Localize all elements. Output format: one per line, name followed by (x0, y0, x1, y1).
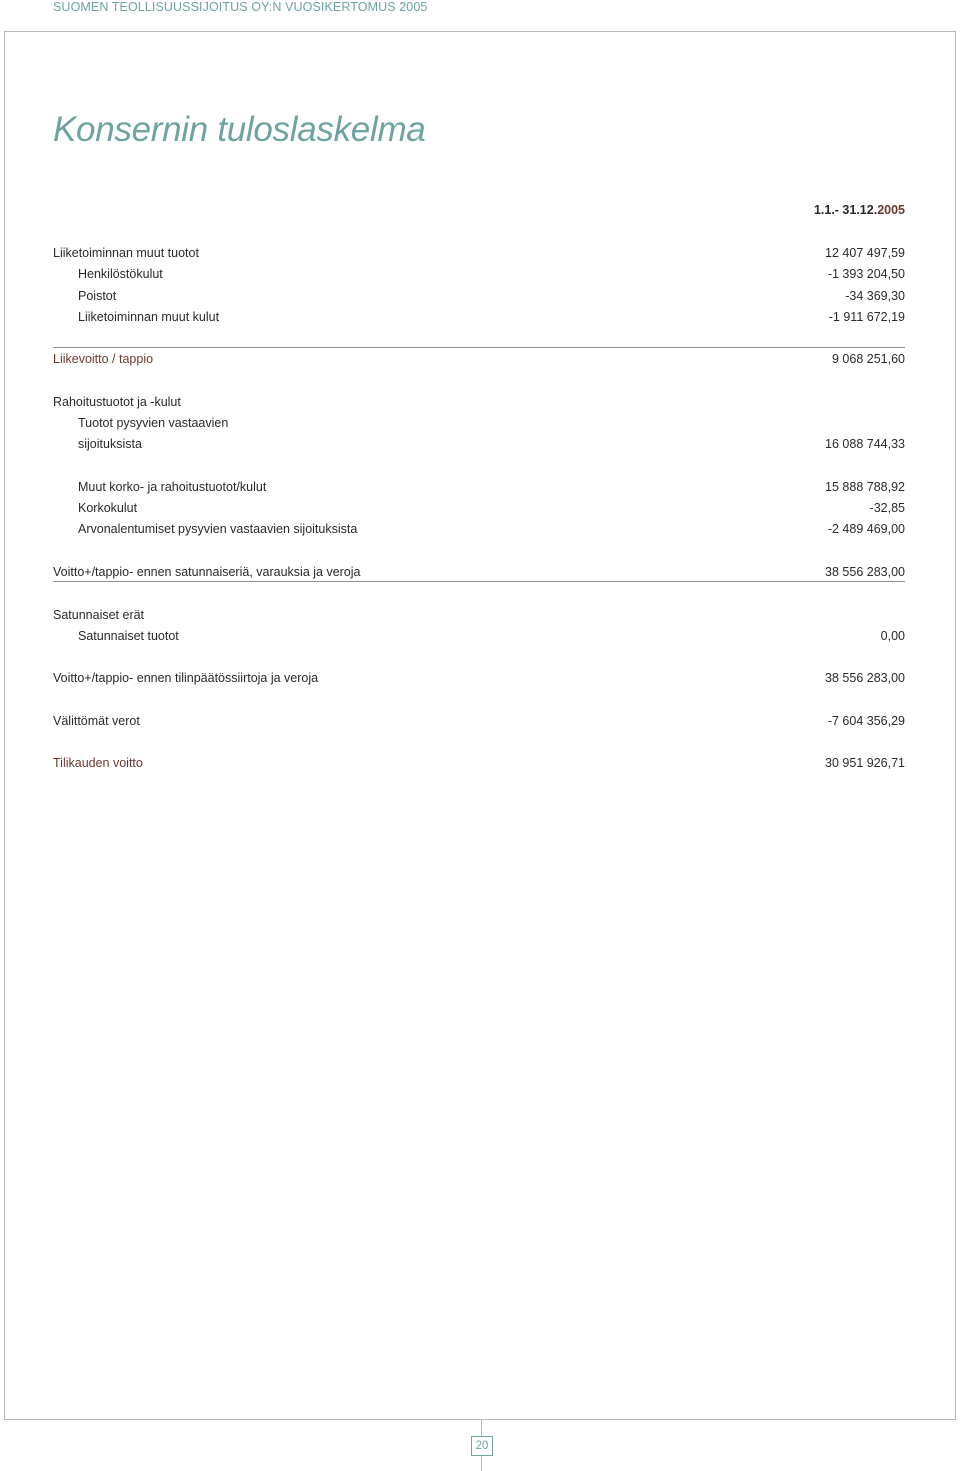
divider-rule (53, 581, 905, 582)
row-label: Liiketoiminnan muut kulut (78, 310, 220, 324)
row-value: -34 369,30 (845, 289, 905, 303)
row-value: 38 556 283,00 (825, 671, 905, 685)
row-value: 9 068 251,60 (832, 352, 905, 366)
statement-row (53, 626, 905, 646)
row-label: Välittömät verot (53, 714, 140, 728)
row-value: 15 888 788,92 (825, 480, 905, 494)
subtotal-row (53, 562, 905, 582)
row-value: -1 911 672,19 (828, 310, 905, 324)
statement-row (53, 413, 905, 433)
row-label: Voitto+/tappio- ennen satunnaiseriä, varauksia ja veroja (53, 565, 361, 579)
row-value: 16 088 744,33 (825, 437, 905, 451)
row-label: Muut korko- ja rahoitustuotot/kulut (78, 480, 267, 494)
row-label: Arvonalentumiset pysyvien vastaavien sijoituksista (78, 522, 358, 536)
period-year: 2005 (877, 203, 905, 217)
statement-row (53, 519, 905, 539)
net-profit-row (53, 753, 905, 773)
row-label: Henkilöstökulut (78, 267, 163, 281)
page-title: Konsernin tuloslaskelma (53, 110, 426, 149)
row-value: 12 407 497,59 (825, 246, 905, 260)
statement-row (53, 434, 905, 454)
page-number-connector (481, 1456, 482, 1471)
document-header: SUOMEN TEOLLISUUSSIJOITUS OY:N VUOSIKERTOMUS 2005 (53, 0, 428, 14)
row-value: -2 489 469,00 (827, 522, 905, 536)
statement-row (53, 243, 905, 263)
row-value: -1 393 204,50 (827, 267, 905, 281)
row-label: Satunnaiset erät (53, 608, 145, 622)
row-label: Korkokulut (78, 501, 138, 515)
page-number: 20 (471, 1436, 493, 1456)
row-value: -7 604 356,29 (827, 714, 905, 728)
divider-rule (53, 347, 905, 348)
row-value: 0,00 (880, 629, 905, 643)
row-label: sijoituksista (78, 437, 142, 451)
row-value: -32,85 (869, 501, 905, 515)
statement-row (53, 477, 905, 497)
section-heading-row (53, 605, 905, 625)
subtotal-row (53, 668, 905, 688)
statement-row (53, 498, 905, 518)
row-label: Liikevoitto / tappio (53, 352, 154, 366)
period-label (814, 203, 905, 217)
section-heading-row (53, 392, 905, 412)
row-label: Rahoitustuotot ja -kulut (53, 395, 181, 409)
row-label: Poistot (78, 289, 117, 303)
row-label: Tuotot pysyvien vastaavien (78, 416, 229, 430)
page-number-connector (481, 1420, 482, 1436)
statement-row (53, 711, 905, 731)
period-range: 1.1.- 31.12. (813, 203, 878, 217)
row-label: Satunnaiset tuotot (78, 629, 179, 643)
statement-row (53, 286, 905, 306)
row-value: 30 951 926,71 (825, 756, 905, 770)
row-label: Voitto+/tappio- ennen tilinpäätössiirtoja ja veroja (53, 671, 319, 685)
row-value: 38 556 283,00 (825, 565, 905, 579)
statement-row (53, 307, 905, 327)
statement-row (53, 264, 905, 284)
row-label: Liiketoiminnan muut tuotot (53, 246, 199, 260)
operating-result-row (53, 349, 905, 369)
row-label: Tilikauden voitto (53, 756, 143, 770)
